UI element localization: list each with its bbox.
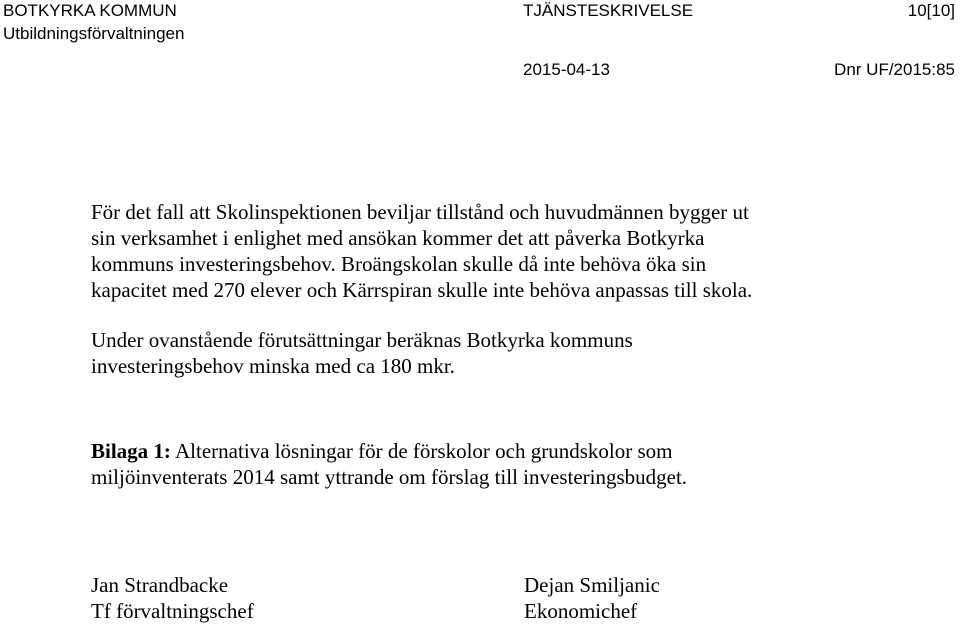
attachment-line-1 (91, 438, 851, 464)
document-date: 2015-04-13 (523, 60, 610, 79)
signature-block (524, 572, 660, 624)
paragraph-line: kapacitet med 270 elever och Kärrspiran skulle inte behöva anpassas till skola. (91, 278, 753, 302)
attachment-note (91, 438, 851, 490)
attachment-text: Alternativa lösningar för de förskolor och grundskolor som (175, 439, 673, 463)
paragraph-line: För det fall att Skolinspektionen beviljar tillstånd och huvudmännen bygger ut (91, 200, 749, 224)
paragraph-line: investeringsbehov minska med ca 180 mkr. (91, 354, 455, 378)
paragraph-line: sin verksamhet i enlighet med ansökan kommer det att påverka Botkyrka (91, 226, 705, 250)
organization-name: BOTKYRKA KOMMUN (3, 1, 177, 20)
paragraph-line: kommuns investeringsbehov. Broängskolan skulle då inte behöva öka sin (91, 252, 707, 276)
paragraph-reduction-estimate (91, 327, 851, 379)
document-reference: Dnr UF/2015:85 (834, 60, 955, 79)
attachment-line-2: miljöinventerats 2014 samt yttrande om förslag till investeringsbudget. (91, 465, 688, 489)
signature-block (91, 572, 254, 624)
paragraph-investment-impact (91, 199, 851, 303)
signer-name: Jan Strandbacke (91, 573, 229, 597)
signer-title: Ekonomichef (524, 599, 638, 623)
signer-title: Tf förvaltningschef (91, 599, 254, 623)
signer-name: Dejan Smiljanic (524, 573, 660, 597)
document-type: TJÄNSTESKRIVELSE (523, 1, 694, 20)
paragraph-line: Under ovanstående förutsättningar beräknas Botkyrka kommuns (91, 328, 633, 352)
department-name: Utbildningsförvaltningen (3, 24, 185, 43)
attachment-label: Bilaga 1: (91, 439, 171, 463)
page-number: 10[10] (907, 1, 955, 20)
